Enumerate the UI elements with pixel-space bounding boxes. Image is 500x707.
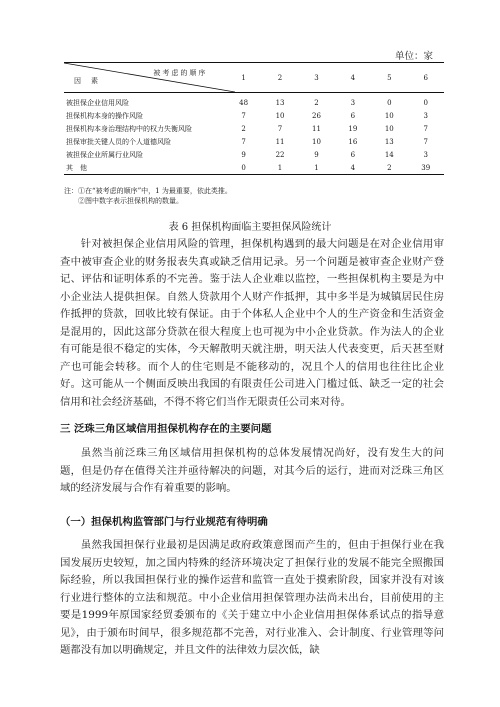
table-cell: 13: [384, 137, 394, 146]
risk-statistics-table: [64, 62, 444, 175]
table-cell: 3: [423, 150, 428, 159]
body-paragraph-2: 虽然当前泛珠三角区域信用担保机构的总体发展情况尚好，没有发生大的问题，但是仍存在值得关注并亟待解决的问题，对其今后的运行，进而对泛珠三角区域的经济发展与合作有着重要的影响。: [60, 447, 444, 494]
table-cell: 39: [421, 163, 431, 172]
row-label: 被担保企业信用风险: [66, 98, 129, 107]
table-unit-label: 单位：家: [394, 51, 433, 62]
table-cell: 13: [275, 98, 285, 107]
table-cell: 22: [275, 150, 285, 159]
table-cell: 14: [384, 150, 394, 159]
table-cell: 1: [314, 163, 319, 172]
table-cell: 26: [312, 111, 321, 120]
table-cell: 0: [241, 163, 246, 172]
column-header-3: 3: [314, 73, 319, 82]
column-header-4: 4: [350, 73, 356, 82]
header-order-label: 被考虑的顺序: [153, 69, 208, 77]
table-cell: 10: [384, 124, 394, 133]
table-cell: 9: [314, 150, 319, 159]
table-cell: 3: [423, 111, 428, 120]
table-cell: 9: [241, 150, 246, 159]
table-cell: 1: [277, 163, 283, 172]
row-label: 担保审批关键人员的个人道德风险: [66, 137, 171, 146]
table-note-1: 注：①在“被考虑的顺序”中，1 为最重要，依此类推。: [64, 187, 232, 195]
table-header-row: [64, 63, 444, 93]
column-header-5: 5: [387, 73, 392, 82]
table-cell: 2: [387, 163, 392, 172]
table-cell: 0: [423, 98, 428, 107]
table-cell: 7: [277, 124, 283, 133]
table-row: [64, 93, 444, 110]
table-row: [64, 135, 444, 148]
row-label: 担保机构本身的操作风险: [66, 111, 143, 120]
section-heading: 三 泛珠三角区域信用担保机构存在的主要问题: [60, 423, 272, 435]
table-cell: 0: [387, 98, 392, 107]
table-note-2: ②图中数字表示担保机构的数量。: [78, 197, 183, 205]
body-paragraph-3: 虽然我国担保行业最初是因满足政府政策意图而产生的，但由于担保行业在我国发展历史较短，加之国内特殊的经济环境决定了担保行业的发展不能完全照搬国际经验，所以我国担保行业的操作运营和监管一直处于摸索阶段，国家并没有对该行业进行整体的立法和规范。中小企业信用担保管理办法尚未出台，目前使用的主要是1999年原国家经贸委颁布的《关于建立中小企业信用担保体系试点的指导意见》，由于颁布时间早，很多规范都不完善，对行业准入、会计制度、行业管理等问题都没有加以明确规定，并且文件的法律效力层次低，缺: [60, 539, 444, 656]
row-label: 被担保企业所属行业风险: [66, 150, 143, 159]
table-cell: 7: [423, 137, 428, 146]
table-row: [64, 161, 444, 175]
table-cell: 4: [350, 163, 356, 172]
table-notes: [64, 186, 232, 206]
column-header-1: 1: [241, 73, 246, 82]
table-cell: 10: [275, 111, 285, 120]
table-cell: 11: [312, 124, 321, 133]
column-header-6: 6: [423, 73, 428, 82]
table-cell: 3: [350, 98, 356, 107]
row-label: 担保机构本身治理结构中的权力失衡风险: [66, 124, 192, 133]
body-paragraph-1: 针对被担保企业信用风险的管理，担保机构遇到的最大问题是在对企业信用审查中被审查企业的财务报表失真或缺乏信用记录。另一个问题是被审查企业财产登记、评估和证明体系的不完善。鉴于法人企业难以监控，一些担保机构主要是为中小企业法人提供担保。自然人贷款用个人财产作抵押，其中多半是为城镇居民住房作抵押的贷款，回收比较有保证。由于个体私人企业中个人的生产资金和生活资金是混用的，因此这部分贷款在很大程度上也可视为中小企业贷款。作为法人的企业有可能是很不稳定的实体，今天解散明天就注册，明天法人代表变更，后天甚至财产也可能会转移。而个人的住宅则是不能移动的，况且个人的信用也往往比企业好。这可能从一个侧面反映出我国的有限责任公司进入门槛过低、缺乏一定的社会信用和社会经济基础，不得不将它们当作无限责任公司来对待。: [60, 238, 444, 408]
row-label: 其 他: [66, 163, 87, 172]
table-cell: 6: [350, 111, 356, 120]
table-cell: 2: [314, 98, 319, 107]
table-row: [64, 122, 444, 135]
column-header-2: 2: [277, 73, 283, 82]
table-cell: 16: [348, 137, 358, 146]
table-cell: 48: [239, 98, 249, 107]
table-caption: 表 6 担保机构面临主要担保风险统计: [168, 222, 332, 233]
table-cell: 11: [275, 137, 285, 146]
table-cell: 10: [384, 111, 394, 120]
subsection-heading: （一）担保机构监管部门与行业规范有待明确: [60, 516, 268, 528]
table-cell: 6: [350, 150, 356, 159]
table-cell: 10: [312, 137, 321, 146]
table-row: [64, 148, 444, 161]
table-cell: 19: [348, 124, 358, 133]
table-cell: 7: [241, 137, 246, 146]
header-factor-label: 因素: [74, 77, 108, 85]
table-cell: 7: [241, 111, 246, 120]
table-row: [64, 109, 444, 122]
table-cell: 7: [423, 124, 428, 133]
table-cell: 2: [241, 124, 246, 133]
diagonal-header-cell: [64, 63, 225, 93]
